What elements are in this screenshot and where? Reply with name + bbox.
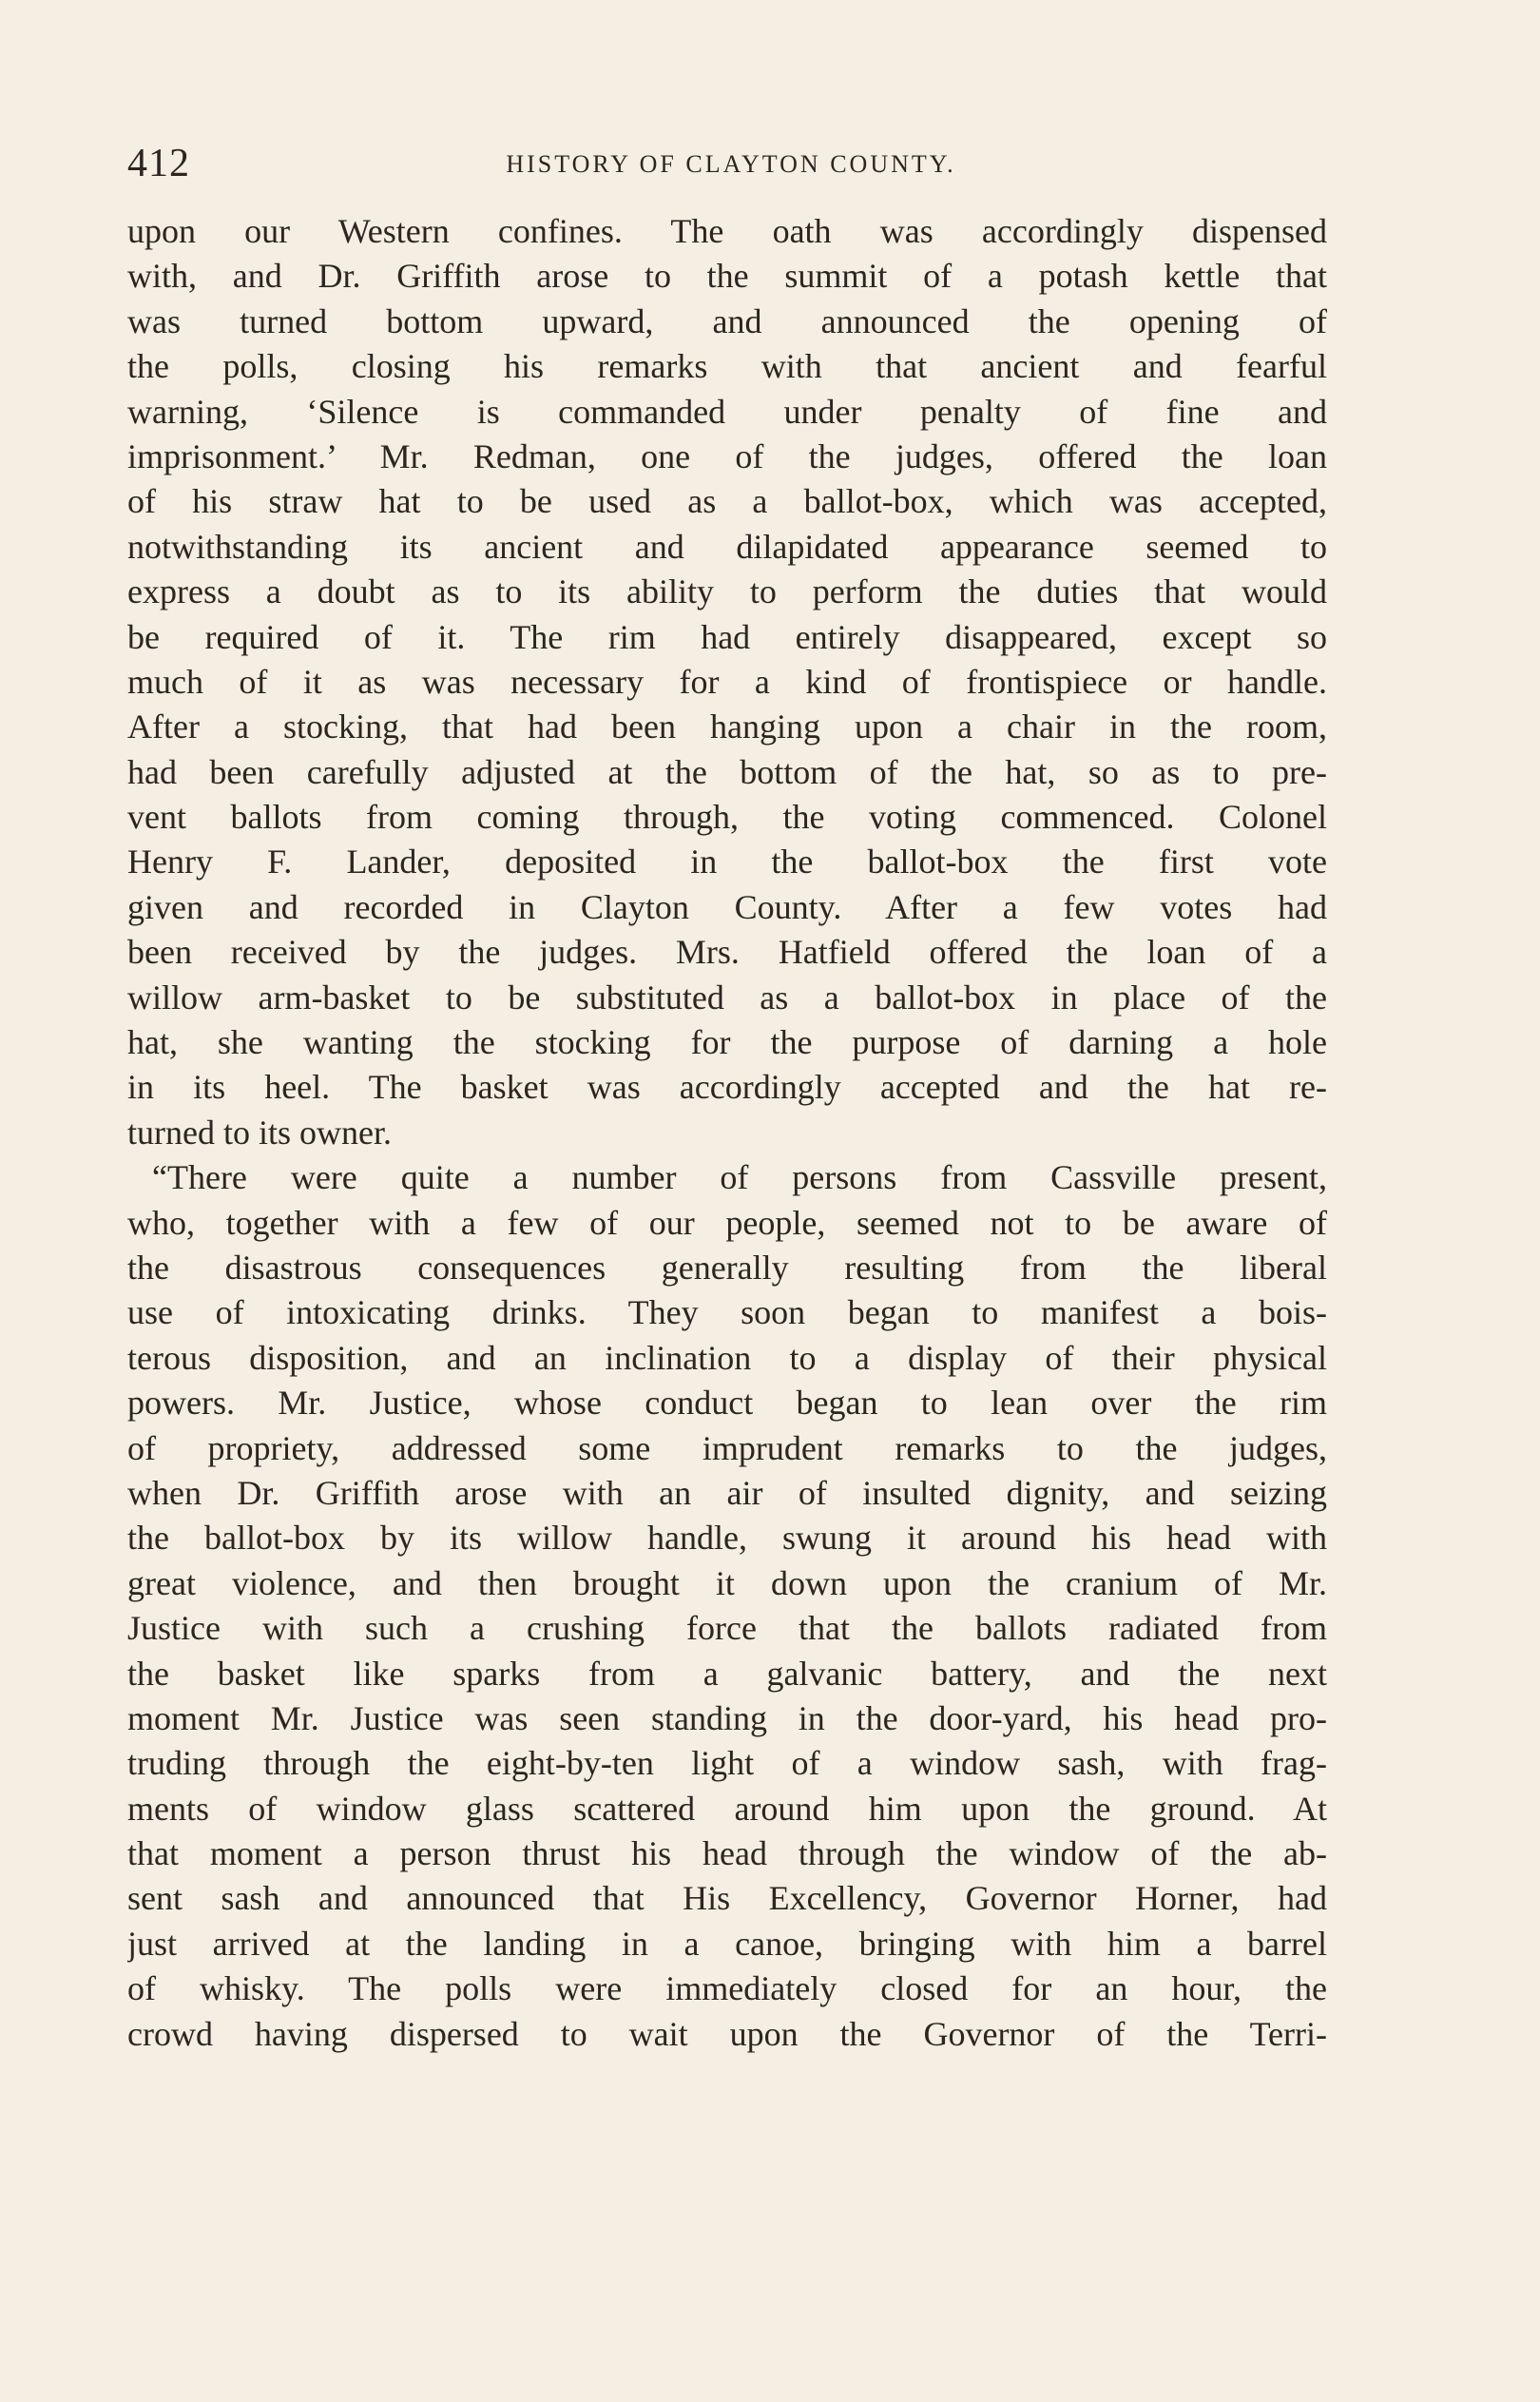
text-line: the basket like sparks from a galvanic battery, and the next bbox=[127, 1654, 1327, 1693]
text-line: use of intoxicating drinks. They soon began to manifest a bois- bbox=[127, 1293, 1327, 1332]
text-line: crowd having dispersed to wait upon the Governor of the Terri- bbox=[127, 2014, 1327, 2053]
text-line: given and recorded in Clayton County. After a few votes had bbox=[127, 887, 1327, 926]
text-line: After a stocking, that had been hanging upon a chair in the room, bbox=[127, 707, 1327, 746]
text-line: Justice with such a crushing force that the ballots radiated from bbox=[127, 1609, 1327, 1648]
text-line: upon our Western confines. The oath was accordingly dispensed bbox=[127, 212, 1327, 250]
text-line: of whisky. The polls were immediately closed for an hour, the bbox=[127, 1969, 1327, 2008]
text-line: had been carefully adjusted at the bottom of the hat, so as to pre- bbox=[127, 752, 1327, 791]
text-line: notwithstanding its ancient and dilapidated appearance seemed to bbox=[127, 527, 1327, 566]
text-line: warning, ‘Silence is commanded under penalty of fine and bbox=[127, 392, 1327, 431]
text-line: much of it as was necessary for a kind of frontispiece or handle. bbox=[127, 662, 1327, 701]
text-line: Henry F. Lander, deposited in the ballot-box the first vote bbox=[127, 843, 1327, 881]
text-line: be required of it. The rim had entirely disappeared, except so bbox=[127, 617, 1327, 656]
text-line: willow arm-basket to be substituted as a ballot-box in place of the bbox=[127, 978, 1327, 1017]
text-line: ments of window glass scattered around him upon the ground. At bbox=[127, 1789, 1327, 1828]
text-line: of his straw hat to be used as a ballot-box, which was accepted, bbox=[127, 482, 1327, 521]
text-line: moment Mr. Justice was seen standing in the door-yard, his head pro- bbox=[127, 1698, 1327, 1737]
text-line: powers. Mr. Justice, whose conduct began to lean over the rim bbox=[127, 1384, 1327, 1423]
body-text bbox=[127, 209, 1327, 2057]
page-header bbox=[127, 141, 1335, 198]
text-line: hat, she wanting the stocking for the purpose of darning a hole bbox=[127, 1023, 1327, 1062]
text-line: been received by the judges. Mrs. Hatfield offered the loan of a bbox=[127, 933, 1327, 972]
text-line: imprisonment.’ Mr. Redman, one of the judges, offered the loan bbox=[127, 436, 1327, 475]
text-line: vent ballots from coming through, the voting commenced. Colonel bbox=[127, 798, 1327, 837]
text-line: with, and Dr. Griffith arose to the summit of a potash kettle that bbox=[127, 257, 1327, 296]
text-line: in its heel. The basket was accordingly accepted and the hat re- bbox=[127, 1068, 1327, 1107]
running-head: HISTORY OF CLAYTON COUNTY. bbox=[506, 150, 956, 178]
text-line: “There were quite a number of persons from Cassville present, bbox=[152, 1158, 1327, 1197]
text-line: when Dr. Griffith arose with an air of insulted dignity, and seizing bbox=[127, 1473, 1327, 1512]
text-line: the ballot-box by its willow handle, swung it around his head with bbox=[127, 1519, 1327, 1558]
page-number: 412 bbox=[127, 142, 190, 185]
text-line: great violence, and then brought it down upon the cranium of Mr. bbox=[127, 1563, 1327, 1602]
text-line: who, together with a few of our people, seemed not to be aware of bbox=[127, 1203, 1327, 1242]
text-line: of propriety, addressed some imprudent remarks to the judges, bbox=[127, 1428, 1327, 1467]
text-line: that moment a person thrust his head through the window of the ab- bbox=[127, 1834, 1327, 1873]
text-line: express a doubt as to its ability to perform the duties that would bbox=[127, 572, 1327, 611]
text-line: terous disposition, and an inclination to a display of their physical bbox=[127, 1338, 1327, 1377]
text-line: turned to its owner. bbox=[127, 1113, 392, 1152]
text-line: was turned bottom upward, and announced the opening of bbox=[127, 301, 1327, 340]
text-line: just arrived at the landing in a canoe, bringing with him a barrel bbox=[127, 1924, 1327, 1963]
text-line: sent sash and announced that His Excellency, Governor Horner, had bbox=[127, 1879, 1327, 1918]
text-line: the polls, closing his remarks with that ancient and fearful bbox=[127, 347, 1327, 386]
text-line: truding through the eight-by-ten light of a window sash, with frag- bbox=[127, 1744, 1327, 1783]
text-line: the disastrous consequences generally resulting from the liberal bbox=[127, 1248, 1327, 1287]
